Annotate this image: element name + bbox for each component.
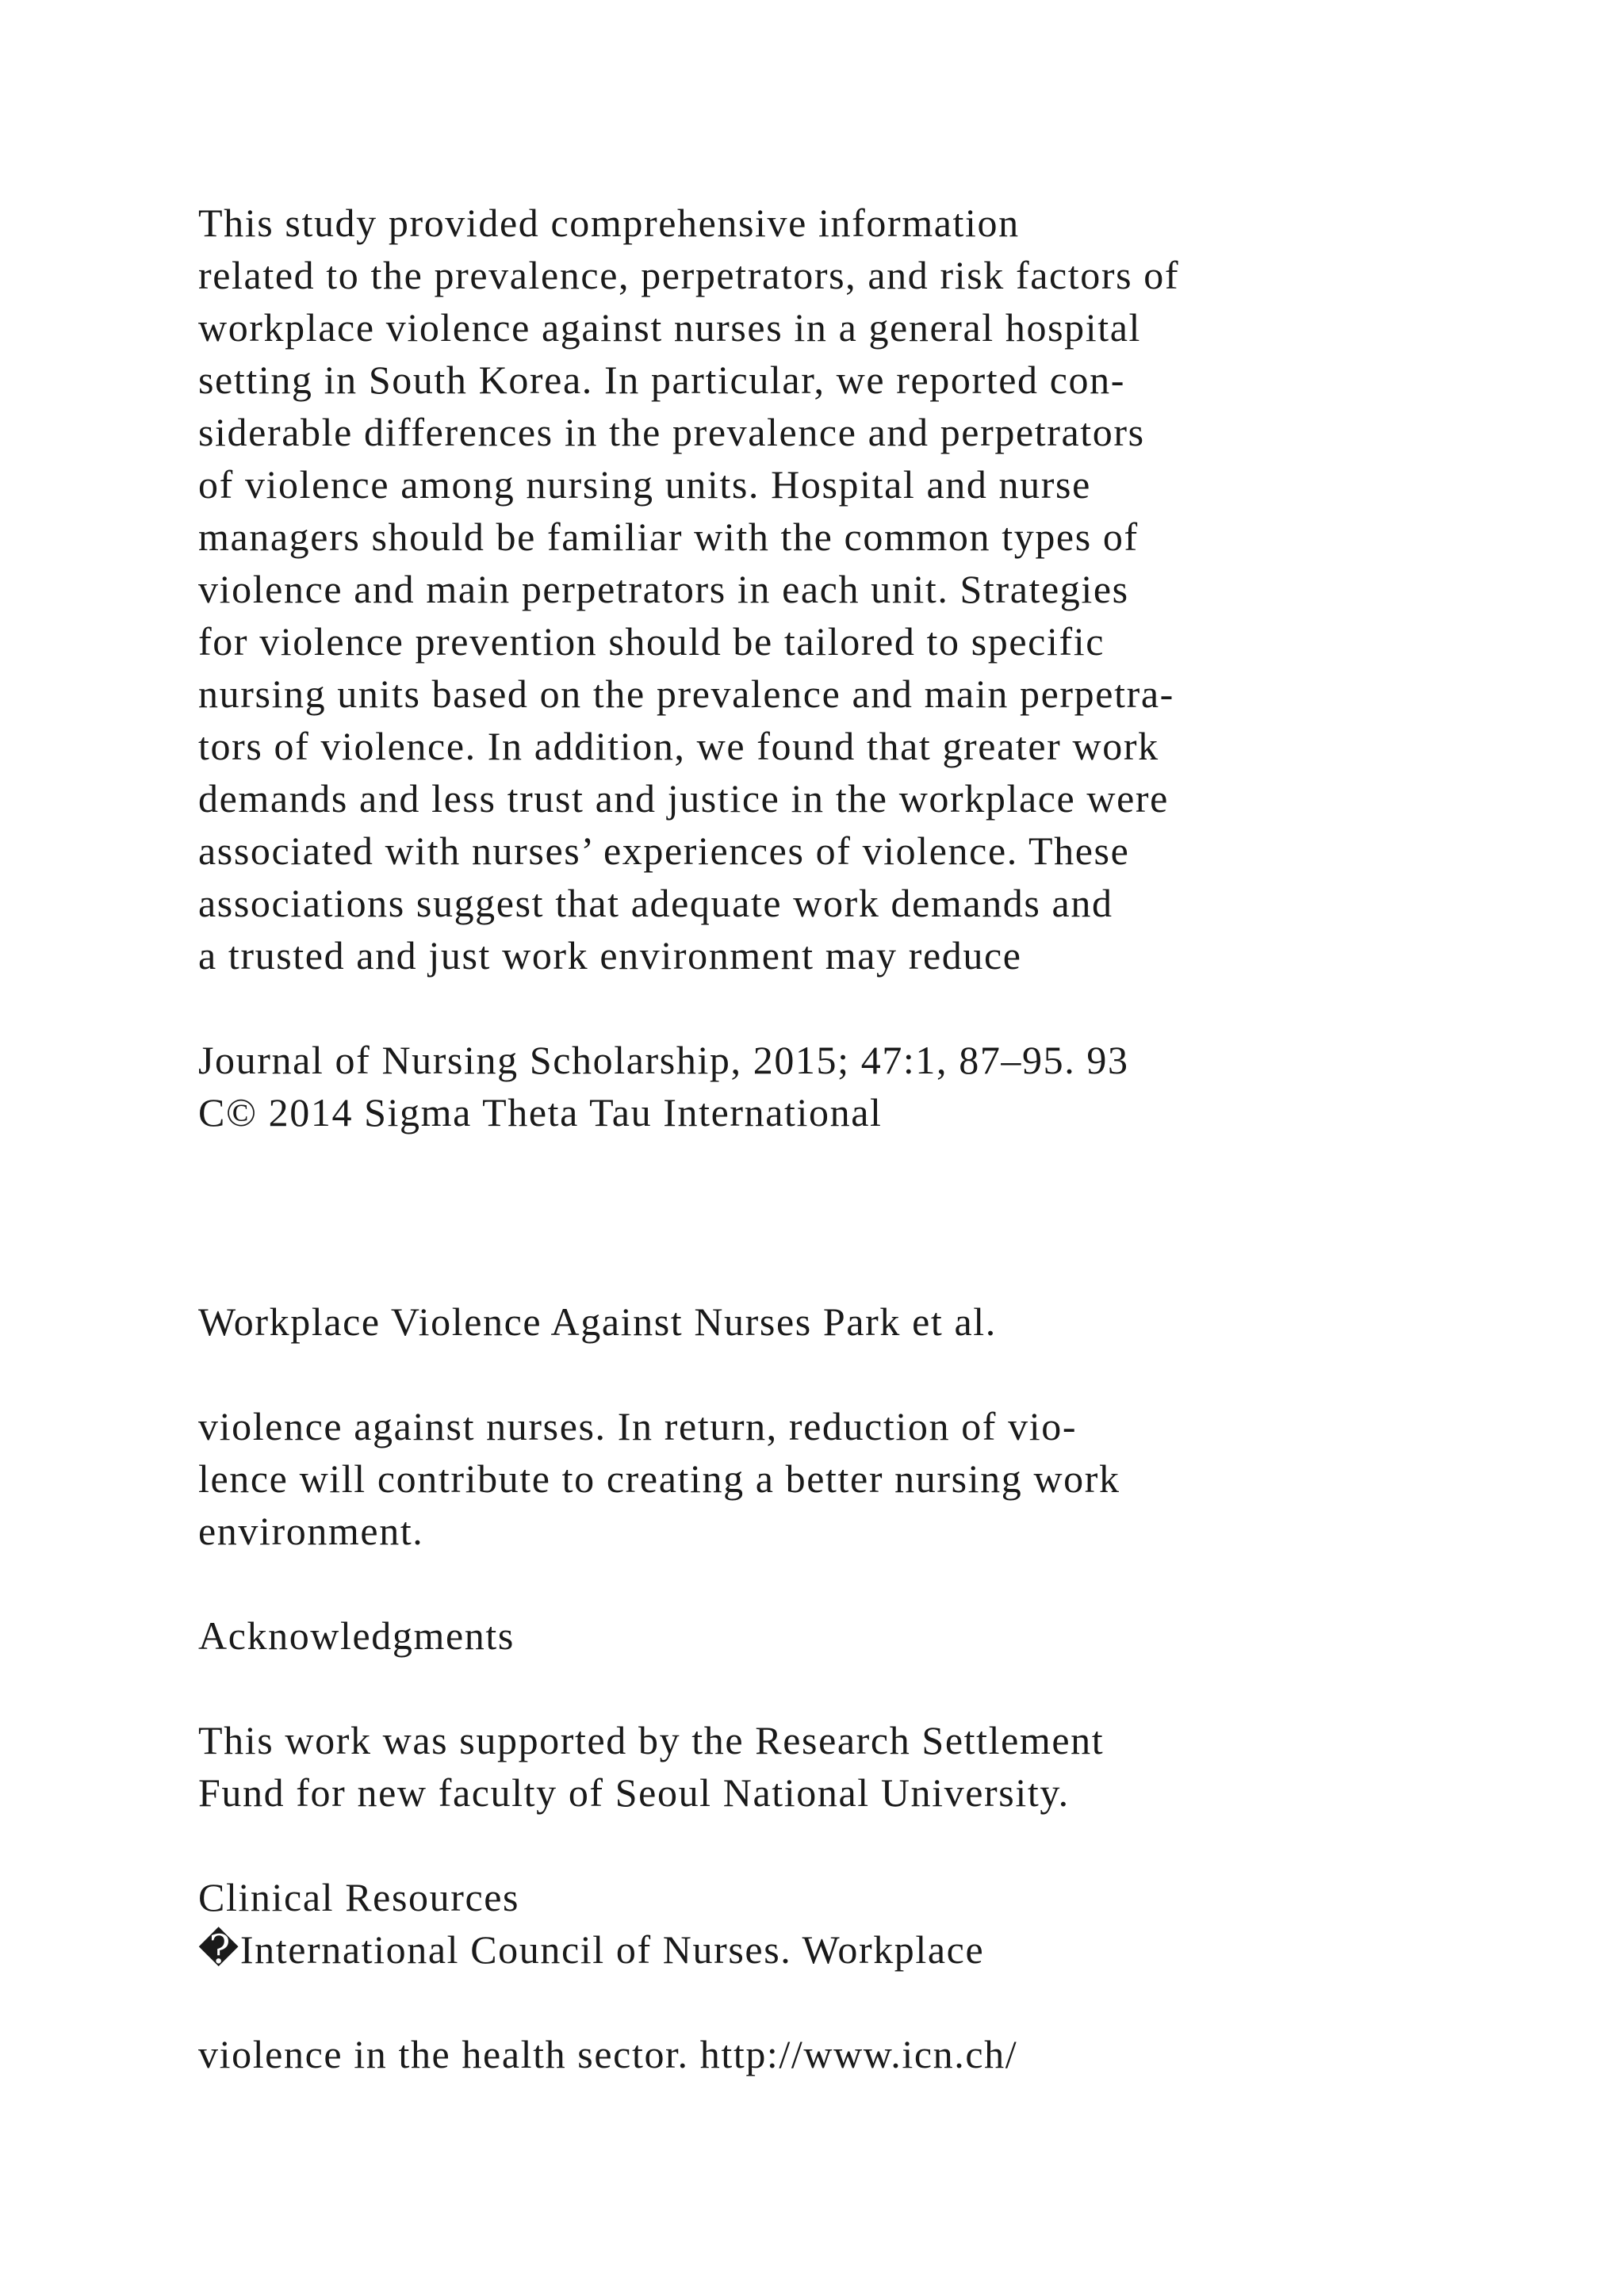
- body-line: workplace violence against nurses in a general hospital: [198, 305, 1142, 350]
- body-line: This study provided comprehensive information: [198, 201, 1020, 245]
- clinical-resources-line: �International Council of Nurses. Workplace: [198, 1927, 985, 1972]
- body-line: tors of violence. In addition, we found that greater work: [198, 724, 1159, 768]
- running-header: Workplace Violence Against Nurses Park et al.: [198, 1299, 997, 1344]
- body-line: violence and main perpetrators in each unit. Strategies: [198, 567, 1129, 611]
- acknowledgments-heading: Acknowledgments: [198, 1613, 515, 1658]
- body-line: associated with nurses’ experiences of violence. These: [198, 828, 1130, 873]
- body-line: setting in South Korea. In particular, we reported con-: [198, 358, 1125, 402]
- journal-citation: Journal of Nursing Scholarship, 2015; 47:1, 87–95. 93: [198, 1038, 1129, 1082]
- acknowledgments-line: Fund for new faculty of Seoul National University.: [198, 1770, 1070, 1815]
- copyright-notice: C© 2014 Sigma Theta Tau International: [198, 1090, 883, 1135]
- body-line: environment.: [198, 1509, 424, 1553]
- body-line: a trusted and just work environment may reduce: [198, 933, 1022, 978]
- body-line: violence against nurses. In return, reduction of vio-: [198, 1404, 1078, 1448]
- body-line: related to the prevalence, perpetrators, and risk factors of: [198, 253, 1180, 297]
- body-line: of violence among nursing units. Hospital and nurse: [198, 462, 1091, 507]
- body-line: managers should be familiar with the common types of: [198, 515, 1139, 559]
- acknowledgments-line: This work was supported by the Research Settlement: [198, 1718, 1105, 1762]
- clinical-resources-heading: Clinical Resources: [198, 1875, 520, 1919]
- body-line: for violence prevention should be tailored to specific: [198, 619, 1105, 664]
- body-line: associations suggest that adequate work demands and: [198, 881, 1113, 925]
- body-line: siderable differences in the prevalence and perpetrators: [198, 410, 1145, 454]
- body-line: lence will contribute to creating a better nursing work: [198, 1456, 1120, 1501]
- clinical-resources-line: violence in the health sector. http://www.icn.ch/: [198, 2032, 1018, 2076]
- body-line: nursing units based on the prevalence and main perpetra-: [198, 672, 1174, 716]
- body-line: demands and less trust and justice in the workplace were: [198, 776, 1169, 821]
